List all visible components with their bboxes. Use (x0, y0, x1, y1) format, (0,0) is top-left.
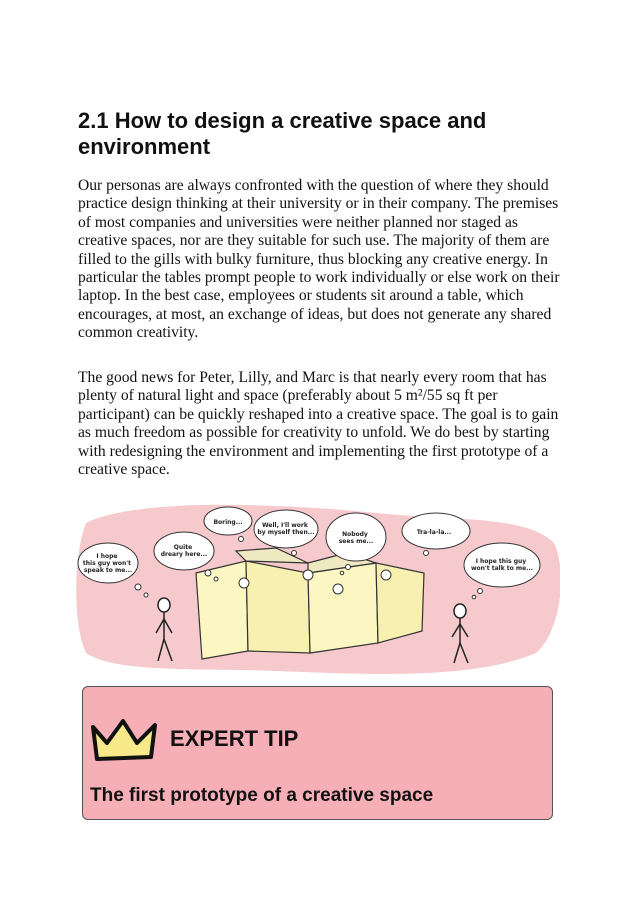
expert-tip-subtitle: The first prototype of a creative space (90, 785, 434, 806)
bubble-4-line-1: Well, I'll work (262, 522, 308, 529)
cubicle-illustration (76, 493, 560, 677)
body-paragraph-1: Our personas are always confronted with the question of where they should practice design thinking at their university or in their company. The premises of most companies and universities were neither planned nor staged as creative spaces, nor are they suitable for such use. The majority of them are filled to the gills with bulky furniture, thus blocking any creative energy. In particular the tables prompt people to work individually or else work on their laptop. In the best case, employees or students sit around a table, which encourages, at most, an exchange of ideas, but does not generate any shared common creativity. (78, 177, 560, 342)
body-paragraph-2: The good news for Peter, Lilly, and Marc is that nearly every room that has plenty of natural light and space (preferably about 5 m²/55 sq ft per participant) can be quickly reshaped into a creative space. The goal is to gain as much freedom as possible for creativity to unfold. We do best by starting with redesigning the environment and implementing the first prototype of a creative space. (78, 369, 559, 479)
bubble-2-line-2: dreary here... (160, 551, 208, 558)
bubble-2-line-1: Quite (173, 544, 193, 551)
bubble-4-line-2: by myself then... (257, 529, 315, 536)
bubble-6-line-1: Tra-la-la... (416, 529, 452, 536)
svg-text:Well, I'll work by mysel (257, 522, 314, 536)
bubble-7-line-1: I hope this guy (475, 558, 527, 565)
bubble-1-line-1: I hope (96, 553, 118, 560)
expert-tip-box (82, 686, 553, 820)
svg-text:Boring... (213, 519, 242, 526)
crown-icon (89, 715, 159, 765)
bubble-1-line-3: speak to me... (83, 567, 133, 574)
svg-text:I hope this guy won't ta (471, 558, 533, 572)
svg-text:Tra-la-la... (417, 529, 451, 536)
expert-tip-label: EXPERT TIP (170, 726, 299, 751)
section-title: 2.1 How to design a creative space and environment (78, 108, 487, 159)
bubble-3-line-1: Boring... (213, 519, 243, 526)
bubble-5-line-1: Nobody (342, 531, 368, 538)
bubble-5-line-2: sees me... (338, 538, 374, 545)
bubble-1-line-2: this guy won't (82, 560, 131, 567)
svg-text:Nobody sees me... (339, 531, 374, 545)
bubble-7-line-2: won't talk to me... (470, 565, 534, 572)
